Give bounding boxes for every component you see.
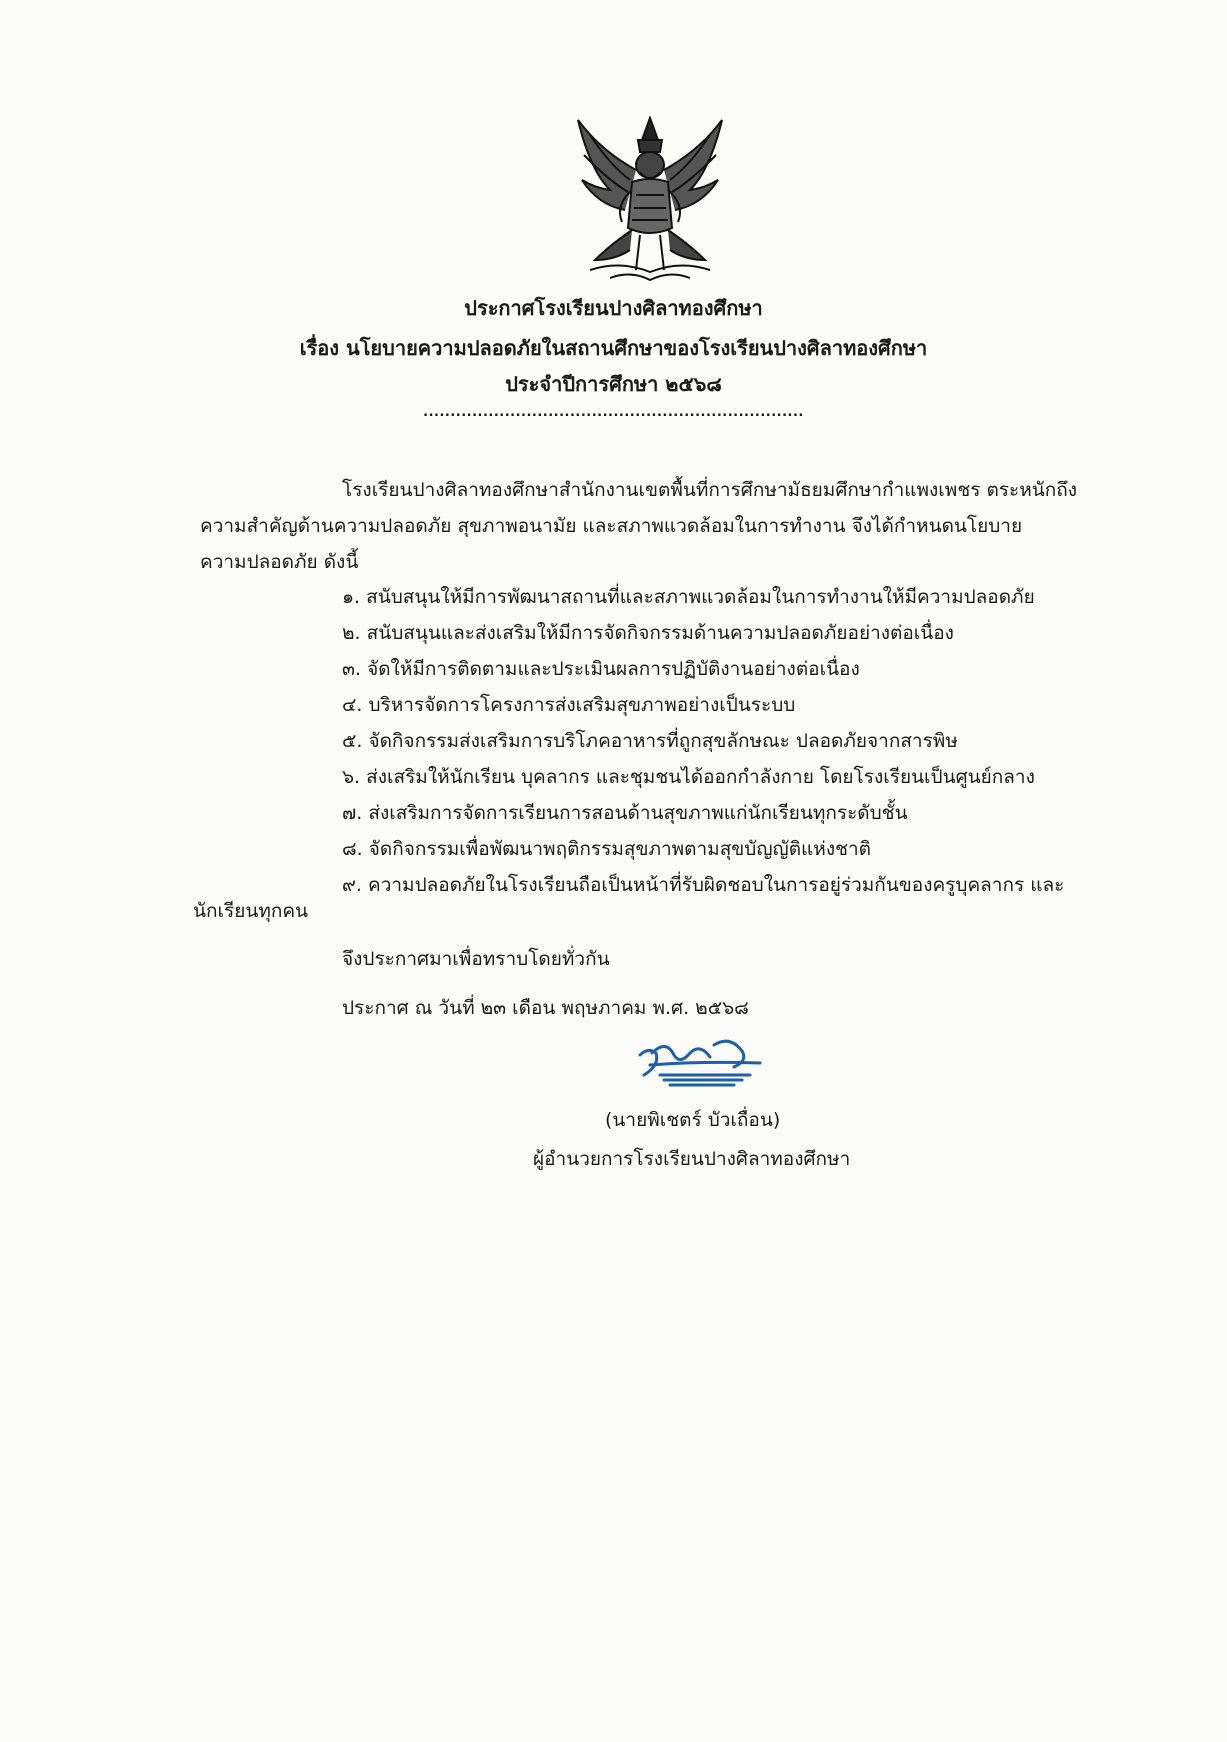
signatory-position: ผู้อำนวยการโรงเรียนปางศิลาทองศึกษา xyxy=(533,1148,851,1170)
signatory-name: (นายพิเชตร์ บัวเถื่อน) xyxy=(605,1109,781,1131)
policy-item: ๔. บริหารจัดการโครงการส่งเสริมสุขภาพอย่างเป็นระบบ xyxy=(342,694,796,716)
policy-list xyxy=(342,583,1064,907)
policy-item: ๖. ส่งเสริมให้นักเรียน บุคลากร และชุมชนได้ออกกำลังกาย โดยโรงเรียนเป็นศูนย์กลาง xyxy=(342,766,1035,788)
intro-line-2: ความสำคัญด้านความปลอดภัย สุขภาพอนามัย และสภาพแวดล้อมในการทำงาน จึงได้กำหนดนโยบาย xyxy=(200,515,1023,537)
announcement-subject: เรื่อง นโยบายความปลอดภัยในสถานศึกษาของโรงเรียนปางศิลาทองศึกษา xyxy=(299,336,928,360)
policy-item: ๒. สนับสนุนและส่งเสริมให้มีการจัดกิจกรรมด้านความปลอดภัยอย่างต่อเนื่อง xyxy=(342,622,954,644)
policy-item: ๕. จัดกิจกรรมส่งเสริมการบริโภคอาหารที่ถูกสุขลักษณะ ปลอดภัยจากสารพิษ xyxy=(342,730,958,752)
policy-item: ๓. จัดให้มีการติดตามและประเมินผลการปฏิบัติงานอย่างต่อเนื่อง xyxy=(342,658,860,680)
policy-item: ๘. จัดกิจกรรมเพื่อพัฒนาพฤติกรรมสุขภาพตามสุขบัญญัติแห่งชาติ xyxy=(342,838,872,860)
policy-item: ๙. ความปลอดภัยในโรงเรียนถือเป็นหน้าที่รับผิดชอบในการอยู่ร่วมกันของครูบุคลากร และ xyxy=(342,874,1065,896)
garuda-emblem-icon xyxy=(570,110,730,285)
intro-line-3: ความปลอดภัย ดังนี้ xyxy=(200,551,359,573)
academic-year: ประจำปีการศึกษา ๒๕๖๘ xyxy=(505,372,722,396)
intro-line-1: โรงเรียนปางศิลาทองศึกษาสำนักงานเขตพื้นที่การศึกษามัธยมศึกษากำแพงเพชร ตระหนักถึง xyxy=(342,479,1078,501)
policy-item-9-continuation: นักเรียนทุกคน xyxy=(193,900,309,922)
handwritten-signature xyxy=(630,1035,770,1095)
closing-statement: จึงประกาศมาเพื่อทราบโดยทั่วกัน xyxy=(342,948,610,970)
policy-item: ๑. สนับสนุนให้มีการพัฒนาสถานที่และสภาพแวดล้อมในการทำงานให้มีความปลอดภัย xyxy=(342,586,1035,608)
announcement-title: ประกาศโรงเรียนปางศิลาทองศึกษา xyxy=(464,296,763,320)
separator-line: ...................................................................... xyxy=(423,405,804,420)
policy-item: ๗. ส่งเสริมการจัดการเรียนการสอนด้านสุขภาพแก่นักเรียนทุกระดับชั้น xyxy=(342,802,908,824)
announcement-date: ประกาศ ณ วันที่ ๒๓ เดือน พฤษภาคม พ.ศ. ๒๕๖๘ xyxy=(342,997,749,1019)
